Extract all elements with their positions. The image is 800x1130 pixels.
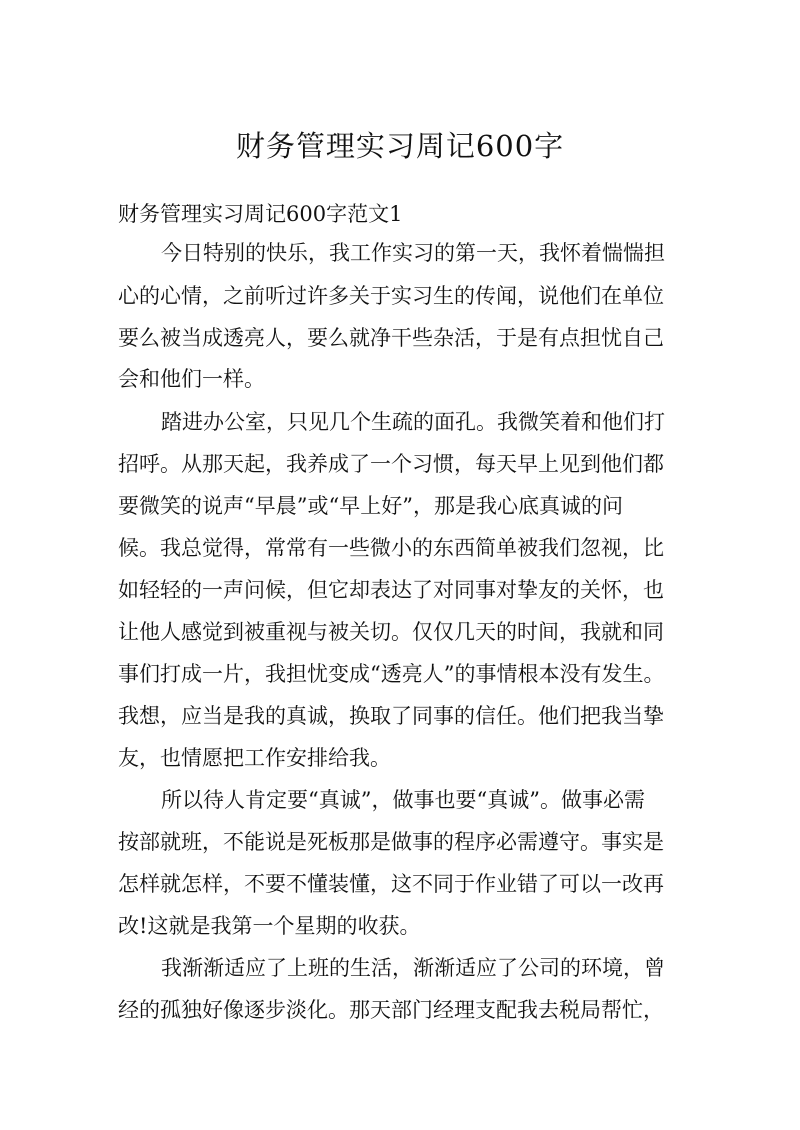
text-line: 今日特别的快乐，我工作实习的第一天，我怀着惴惴担 bbox=[161, 241, 665, 265]
text-line: 我渐渐适应了上班的生活，渐渐适应了公司的环境，曾 bbox=[161, 956, 665, 980]
text-line: 事们打成一片，我担忧变成“透亮人”的事情根本没有发生。 bbox=[118, 662, 665, 686]
document-title: 财务管理实习周记600字 bbox=[235, 129, 565, 163]
text-line: 我想，应当是我的真诚，换取了同事的信任。他们把我当挚 bbox=[118, 704, 664, 728]
text-line: 友，也情愿把工作安排给我。 bbox=[118, 746, 391, 770]
text-line: 候。我总觉得，常常有一些微小的东西简单被我们忽视，比 bbox=[118, 536, 664, 560]
text-line: 心的心情，之前听过许多关于实习生的传闻，说他们在单位 bbox=[118, 284, 664, 308]
text-line: 如轻轻的一声问候，但它却表达了对同事对挚友的关怀，也 bbox=[118, 578, 664, 602]
text-line: 会和他们一样。 bbox=[118, 367, 265, 391]
document-subtitle: 财务管理实习周记600字范文1 bbox=[118, 202, 403, 226]
text-line: 怎样就怎样，不要不懂装懂，这不同于作业错了可以一改再 bbox=[118, 872, 664, 896]
text-line: 经的孤独好像逐步淡化。那天部门经理支配我去税局帮忙， bbox=[118, 998, 664, 1022]
text-line: 要么被当成透亮人，要么就净干些杂活，于是有点担忧自己 bbox=[118, 326, 664, 350]
text-line: 踏进办公室，只见几个生疏的面孔。我微笑着和他们打 bbox=[161, 410, 665, 434]
text-line: 改!这就是我第一个星期的收获。 bbox=[118, 914, 421, 938]
text-line: 要微笑的说声“早晨”或“早上好”，那是我心底真诚的问 bbox=[118, 494, 623, 518]
text-line: 所以待人肯定要“真诚”，做事也要“真诚”。做事必需 bbox=[161, 788, 645, 812]
text-line: 招呼。从那天起，我养成了一个习惯，每天早上见到他们都 bbox=[118, 452, 664, 476]
text-line: 让他人感觉到被重视与被关切。仅仅几天的时间，我就和同 bbox=[118, 620, 664, 644]
text-line: 按部就班，不能说是死板那是做事的程序必需遵守。事实是 bbox=[118, 830, 664, 854]
